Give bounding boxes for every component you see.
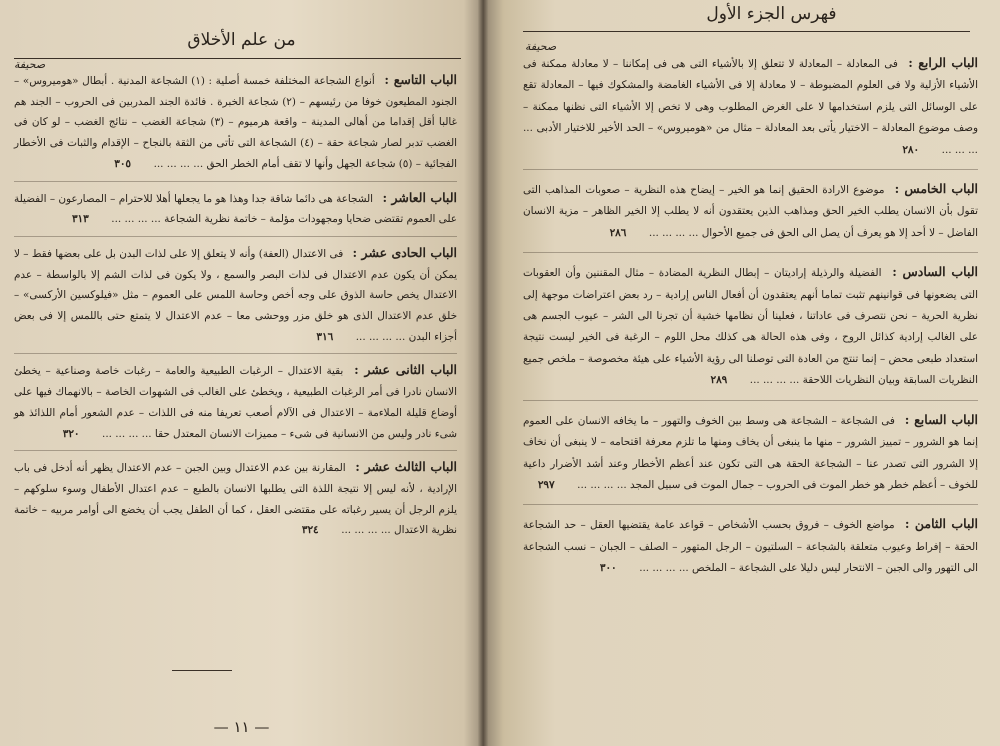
chapter-summary: مواضع الخوف – فروق بحسب الأشخاص – قواعد عامة يقتضيها العقل – حد الشجاعة الحقة – إفراط وعيوب متعلقة بالشجاعة – السلتيون – الرجل المتهور – الصلف – الجبان – نسب الشجاعة الى التهور والى الجبن – الانتحار ليس دليلا على الشجاعة – الملخص — [523, 519, 978, 575]
chapter-title: الباب الخامس : — [894, 181, 978, 197]
toc-entry — [523, 504, 978, 579]
chapter-title: الباب الرابع : — [908, 55, 978, 70]
chapter-title: الباب السابع : — [904, 411, 978, 427]
folio-page-number: — ١١ — — [213, 718, 270, 736]
end-rule — [172, 670, 232, 671]
page-number: ٢٩٧ — [537, 478, 555, 491]
toc-entry — [523, 169, 978, 244]
chapter-summary: فى المعادلة – المعادلة لا تتعلق إلا بالأشياء التى هى فى إمكاننا – لا معادلة ممكنة فى الأشياء الأزلية ولا فى العلوم المضبوطة – لا معادلة إلا فى الأشياء الغامضة والمشكوك فيها – المعادلة تقع على الوسائل التى يلزم استخدامها لا على الغرض المطلوب وهى لا تخص إلا الأشياء التى نظنها ممكنة – وصف موضوع المعادلة – الاختيار يأتى بعد المعادلة – مثال من «هوميروس» – الحد الأخير للاختيار الأدبى — [523, 58, 978, 135]
chapter-summary: فى الاعتدال (العفة) وأنه لا يتعلق إلا على لذات البدن بل على بعضها فقط – لا يمكن أن يكون عدم الاعتدال فى لذات البصر والسمع ، ولا يكون فى لذات الشم إلا بالواسطة – عدم الاعتدال يخص حاسة الذوق على وجه أخص وحاسة اللمس على العموم – مثل «فيلوكسين الأركسى» – خلق عدم الاعتدال الذى هو خلق مزر ووحشى معا – عدم الاعتدال لا يتمتع حتى باللمس إلا فى بعض أجزاء البدن — [14, 247, 457, 343]
page-number: ٢٨٠ — [902, 143, 920, 156]
chapter-title: الباب العاشر : — [382, 189, 457, 205]
toc-entry — [14, 70, 457, 175]
leader-dots: ... ... ... ... — [523, 122, 978, 156]
left-toc-entries — [14, 70, 457, 541]
right-toc-entries — [523, 52, 978, 580]
leader-dots: ... ... ... ... — [153, 157, 204, 170]
chapter-summary: فى الشجاعة – الشجاعة هى وسط بين الخوف والتهور – ما يخافه الانسان على العموم إنما هو الشرور – تمييز الشرور – منها ما ينبغى أن يخاف ومنها ما تلزم معرفة اقتحامه – لا ينبغى أن نخاف إلا الشرور التى تصدر عنا – الشجاعة الحقة هى التى تكون عند أعظم الأخطار وعند أشد الأضرار داعية للخوف – أعظم خطر هو خطر الموت فى الحروب – جمال الموت فى سبيل المجد — [523, 414, 978, 491]
page-number: ٢٨٩ — [710, 374, 728, 387]
chapter-summary: بقية الاعتدال – الرغبات الطبيعية والعامة – رغبات خاصة وصناعية – يخطئ الانسان نادرا فى أمر الرغبات الطبيعية ، ويخطئ على الغالب فى الشهوات الخاصة – بالانهماك فيها على أوضاع قليلة الملاءمة – الاعتدال فى الآلام أصعب تعريفا منه فى اللذات – عدم الشعور أمام اللذائذ هو شىء نادر وليس من الانسانية فى شىء – مميزات الانسان المعتدل حقا — [14, 365, 457, 440]
chapter-summary: الشجاعة هى دائما شاقة جدا وهذا هو ما يجعلها أهلا للاحترام – المصارعون – الفضيلة على العموم تقتضى ضحايا ومجهودات مؤلمة – خاتمة نظرية الشجاعة — [14, 192, 457, 226]
chapter-title: الباب الحادى عشر : — [352, 244, 457, 260]
leader-dots: ... ... ... ... — [648, 226, 699, 239]
toc-entry — [14, 181, 457, 230]
chapter-summary: أنواع الشجاعة المختلفة خمسة أصلية : (١) الشجاعة المدنية . أبطال «هوميروس» – الجنود المطيعون خوفا من رئيسهم – (٢) شجاعة الخبرة . فائدة الجند المدربين فى الحروب – الجند هم غالبا أقل إقداما من أهالى المدينة – واقعة هرميوم – (٣) شجاعة الغضب – نتائج الغضب – لو كان فى الغضب تدبر لصار شجاعة حقة – (٤) الشجاعة التى تأتى من الثقة بالنجاح – الإقدام والثبات فى الأخطار الفجائية – (٥) شجاعة الجهل وأنها لا تقف أمام الخطر الحق — [14, 75, 457, 170]
page-number: ٣٠٠ — [599, 562, 617, 575]
chapter-title: الباب الثامن : — [904, 516, 978, 532]
chapter-title: الباب الثانى عشر : — [354, 362, 457, 378]
toc-entry — [14, 236, 457, 348]
leader-dots: ... ... ... ... — [111, 213, 161, 226]
chapter-title: الباب الثالث عشر : — [355, 459, 457, 475]
leader-dots: ... ... ... ... — [355, 330, 406, 343]
page-number: ٣٠٥ — [114, 157, 132, 170]
toc-entry — [523, 400, 978, 497]
toc-entry — [523, 52, 978, 161]
toc-entry — [14, 353, 457, 444]
toc-entry — [523, 252, 978, 391]
leader-dots: ... ... ... ... — [749, 374, 800, 387]
leader-dots: ... ... ... ... — [102, 427, 152, 440]
right-page-column-label: صحيفة — [525, 40, 557, 53]
left-page — [0, 0, 483, 746]
right-running-head: فهرس الجزء الأول — [706, 4, 837, 24]
left-page-column-label: صحيفة — [14, 58, 46, 71]
chapter-title: الباب التاسع : — [384, 72, 458, 87]
toc-entry — [14, 450, 457, 541]
page-number: ٣١٦ — [316, 330, 334, 343]
chapter-summary: موضوع الارادة الحقيق إنما هو الخير – إيضاح هذه النظرية – صعوبات المذاهب التى تقول بأن الانسان يطلب الخير الحق ومذاهب الذين يعتقدون أنه لا يطلب إلا الخير الظاهر – مزية الانسان الفاضل – لا أحد إلا هو يعرف أن يصل الى الحق فى جميع الأحوال — [523, 184, 978, 239]
left-running-head: من علم الأخلاق — [187, 30, 296, 50]
chapter-summary: الفضيلة والرذيلة إراديتان – إبطال النظرية المضادة – مثال المقننين وأن العقوبات التى يضعونها فى قوانينهم تثبت تماما أنهم يعتقدون أن أفعال الناس إرادية – رد بعض اعتراضات موجهة إلى نظرية الحرية – نحن نتصرف فى عاداتنا ، فعلينا أن نظامها خشية أن تجرنا الى الشر – عيوب الجسم هى على الغالب إرادية كذائل الروح ، وفى هذه الحالة هى كذلك محل اللوم – الرغبة فى الخير ليست نتيجة استعداد طبعى محض – إنما تنتج من العادة التى توصلنا الى رؤية الأشياء على هيئة مخصوصة – ملخص جميع النظريات السابقة وبيان النظريات اللاحقة — [523, 267, 978, 387]
chapter-title: الباب السادس : — [892, 264, 978, 280]
page-number: ٣٢٤ — [301, 524, 319, 537]
page-number: ٣١٣ — [71, 213, 89, 226]
left-header-rule — [14, 58, 461, 59]
page-number: ٣٢٠ — [62, 427, 80, 440]
leader-dots: ... ... ... ... — [577, 478, 627, 491]
book-gutter — [478, 0, 488, 746]
leader-dots: ... ... ... ... — [639, 562, 689, 575]
leader-dots: ... ... ... ... — [341, 524, 391, 537]
page-number: ٢٨٦ — [609, 226, 627, 239]
right-page — [483, 0, 1000, 746]
right-header-rule — [523, 31, 970, 32]
chapter-summary: المقارنة بين عدم الاعتدال وبين الجبن – عدم الاعتدال يظهر أنه أدخل فى باب الإرادية ، لأنه ليس إلا نتيجة اللذة التى يطلبها الانسان بالطبع – عدم اعتدال الأطفال وسوء سلوكهم – يلزم الرجل أن يسير رغباته على مقتضى العقل ، كما أن الطفل يجب أن يخضع الى أوامر مربيه – خاتمة نظرية الاعتدال — [14, 462, 457, 537]
